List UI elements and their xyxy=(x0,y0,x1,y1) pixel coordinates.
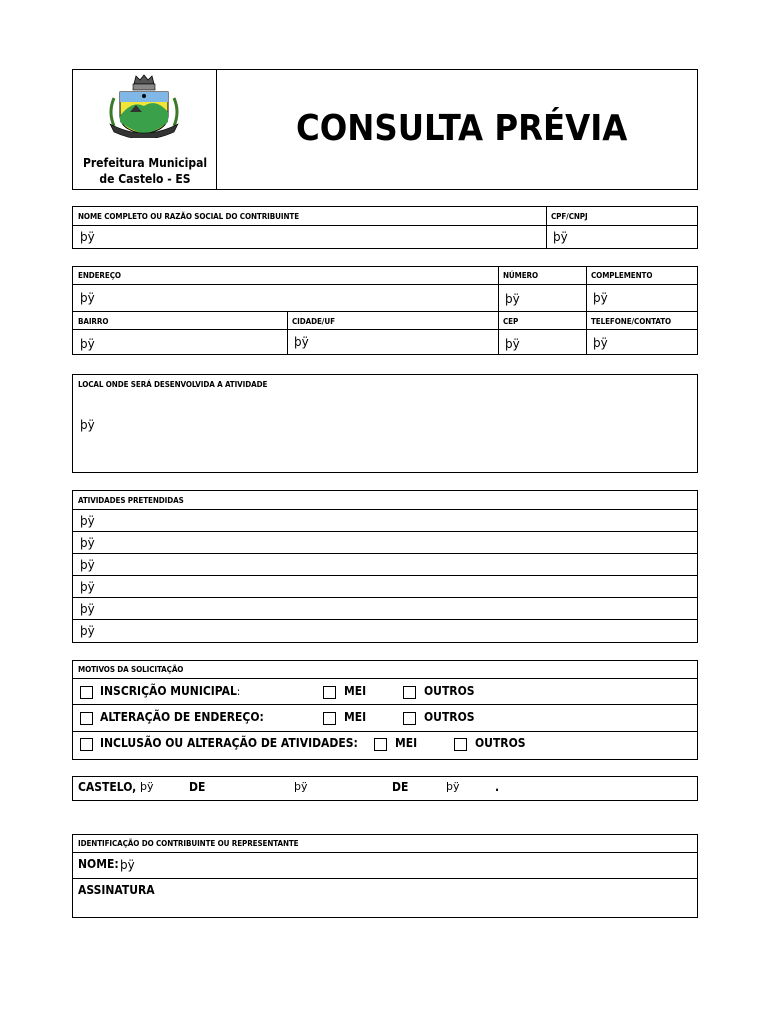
alteracao-outros-checkbox[interactable] xyxy=(403,712,416,725)
divider xyxy=(72,509,698,510)
atividade-field-3[interactable]: þÿ xyxy=(80,558,95,572)
assinatura-field[interactable] xyxy=(73,899,697,917)
numero-field[interactable]: þÿ xyxy=(505,292,520,306)
endereco-label: ENDEREÇO xyxy=(78,271,121,280)
divider xyxy=(72,225,698,226)
divider xyxy=(72,531,698,532)
nome-contribuinte-field[interactable]: þÿ xyxy=(80,230,95,244)
telefone-label: TELEFONE/CONTATO xyxy=(591,317,672,326)
atividade-field-6[interactable]: þÿ xyxy=(80,624,95,638)
atividade-field-1[interactable]: þÿ xyxy=(80,514,95,528)
de-label-1: DE xyxy=(189,780,206,794)
inscricao-mei-checkbox[interactable] xyxy=(323,686,336,699)
numero-label: NÚMERO xyxy=(503,271,539,280)
nome-identificacao-field[interactable]: þÿ xyxy=(120,858,135,872)
atividade-field-2[interactable]: þÿ xyxy=(80,536,95,550)
cidade-uf-label: CIDADE/UF xyxy=(292,317,335,326)
assinatura-label: ASSINATURA xyxy=(78,883,155,897)
cep-field[interactable]: þÿ xyxy=(505,337,520,351)
divider xyxy=(72,704,698,705)
castelo-label: CASTELO, xyxy=(78,780,137,794)
cidade-uf-field[interactable]: þÿ xyxy=(294,335,309,349)
identificacao-label: IDENTIFICAÇÃO DO CONTRIBUINTE OU REPRESENTANTE xyxy=(78,839,299,848)
inclusao-atividades-checkbox[interactable] xyxy=(80,738,93,751)
date-section xyxy=(72,776,698,801)
cpf-cnpj-field[interactable]: þÿ xyxy=(553,230,568,244)
cpf-cnpj-label: CPF/CNPJ xyxy=(551,212,588,221)
alteracao-mei-checkbox[interactable] xyxy=(323,712,336,725)
inclusao-mei-checkbox[interactable] xyxy=(374,738,387,751)
cep-label: CEP xyxy=(503,317,519,326)
divider xyxy=(287,311,288,355)
endereco-field[interactable]: þÿ xyxy=(80,291,95,305)
day-field[interactable]: þÿ xyxy=(140,780,154,793)
alteracao-endereco-label: ALTERAÇÃO DE ENDEREÇO: xyxy=(100,710,264,724)
divider xyxy=(72,678,698,679)
atividades-label: ATIVIDADES PRETENDIDAS xyxy=(78,496,184,505)
alteracao-endereco-checkbox[interactable] xyxy=(80,712,93,725)
header-divider xyxy=(216,69,217,190)
divider xyxy=(72,619,698,620)
divider xyxy=(72,553,698,554)
complemento-label: COMPLEMENTO xyxy=(591,271,653,280)
divider xyxy=(72,311,698,312)
atividade-field-4[interactable]: þÿ xyxy=(80,580,95,594)
divider xyxy=(72,731,698,732)
atividades-section xyxy=(72,490,698,643)
divider xyxy=(498,266,499,355)
inclusao-atividades-label: INCLUSÃO OU ALTERAÇÃO DE ATIVIDADES: xyxy=(100,736,358,750)
divider xyxy=(72,597,698,598)
atividade-field-5[interactable]: þÿ xyxy=(80,602,95,616)
inclusao-outros-checkbox[interactable] xyxy=(454,738,467,751)
de-label-2: DE xyxy=(392,780,409,794)
divider xyxy=(72,878,698,879)
page-title: CONSULTA PRÉVIA xyxy=(296,108,628,149)
divider xyxy=(72,852,698,853)
motivos-label: MOTIVOS DA SOLICITAÇÃO xyxy=(78,665,184,674)
inscricao-municipal-label: INSCRIÇÃO MUNICIPAL: xyxy=(100,684,241,698)
bairro-field[interactable]: þÿ xyxy=(80,337,95,351)
telefone-field[interactable]: þÿ xyxy=(593,336,608,350)
prefeitura-name-line1: Prefeitura Municipal xyxy=(82,156,208,170)
castelo-coat-of-arms-logo xyxy=(104,72,184,138)
date-period: . xyxy=(495,780,500,794)
month-field[interactable]: þÿ xyxy=(294,780,308,793)
bairro-label: BAIRRO xyxy=(78,317,109,326)
divider xyxy=(72,329,698,330)
inscricao-outros-label: OUTROS xyxy=(424,684,475,698)
inclusao-mei-label: MEI xyxy=(395,736,418,750)
prefeitura-name-line2: de Castelo - ES xyxy=(99,172,191,186)
year-field[interactable]: þÿ xyxy=(446,780,460,793)
local-field[interactable]: þÿ xyxy=(80,418,95,432)
inscricao-municipal-checkbox[interactable] xyxy=(80,686,93,699)
inscricao-outros-checkbox[interactable] xyxy=(403,686,416,699)
complemento-field[interactable]: þÿ xyxy=(593,291,608,305)
divider xyxy=(586,266,587,355)
local-label: LOCAL ONDE SERÁ DESENVOLVIDA A ATIVIDADE xyxy=(78,380,268,389)
nome-identificacao-label: NOME: xyxy=(78,857,119,871)
inclusao-outros-label: OUTROS xyxy=(475,736,526,750)
inscricao-mei-label: MEI xyxy=(344,684,367,698)
divider xyxy=(72,284,698,285)
nome-contribuinte-label: NOME COMPLETO OU RAZÃO SOCIAL DO CONTRIBUINTE xyxy=(78,212,300,221)
divider xyxy=(546,206,547,249)
divider xyxy=(72,575,698,576)
alteracao-outros-label: OUTROS xyxy=(424,710,475,724)
alteracao-mei-label: MEI xyxy=(344,710,367,724)
